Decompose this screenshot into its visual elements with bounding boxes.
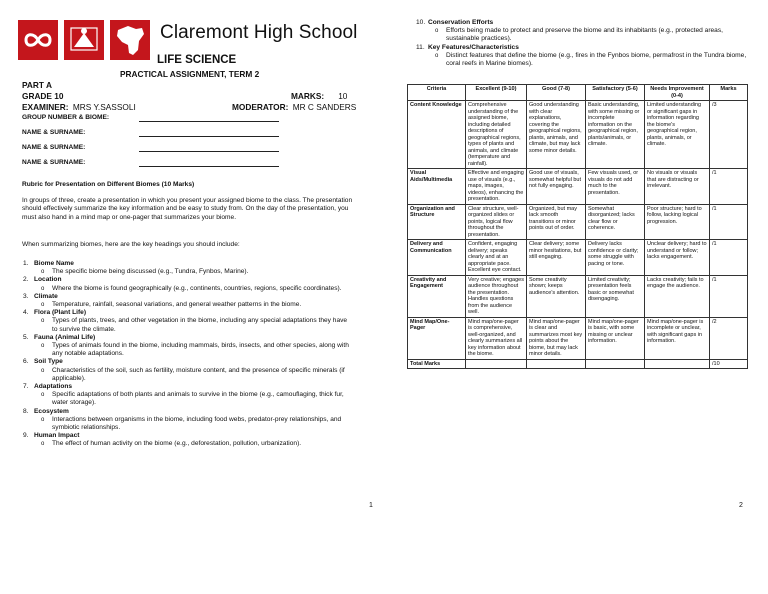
list-item: 5. Fauna (Animal Life)	[23, 333, 96, 341]
table-row	[408, 275, 748, 317]
criteria-cell: Visual Aids/Multimedia	[408, 169, 466, 205]
header-needs-improvement: Needs Improvement (0-4)	[645, 85, 710, 101]
list-item: 1. Biome Name	[23, 260, 74, 267]
header-criteria: Criteria	[408, 85, 466, 101]
headings-list-continued	[416, 19, 748, 68]
excellent-cell: Confident, engaging delivery; speaks clearly and at an appropriate pace. Excellent eye contact.	[466, 240, 527, 276]
good-cell: Mind map/one-pager is clear and summarizes most key points about the biome, but may lack minor details.	[527, 317, 586, 359]
name-surname-field-2[interactable]	[139, 151, 279, 152]
list-item: 9. Human Impact	[23, 432, 80, 440]
moderator	[232, 102, 356, 112]
criteria-cell: Creativity and Engagement	[408, 275, 466, 317]
group-biome-label: GROUP NUMBER & BIOME:	[22, 114, 110, 121]
examiner-label: EXAMINER:	[22, 102, 69, 112]
rubric-title: Rubric for Presentation on Different Biomes (10 Marks)	[22, 181, 195, 188]
list-item-detail: o Characteristics of the soil, such as fertility, moisture content, and the presence of specific minerals (if applicable).	[34, 367, 354, 383]
intro-paragraph: In groups of three, create a presentation in which you present your assigned biome to the class. The presentation should effectively summarize the key information and be easy to study from. On the day of the presentation, you must also hand in a mind map or one-pager that summarizes your biome.	[22, 197, 353, 221]
satisfactory-cell: Mind map/one-pager is basic, with some missing or unclear information.	[586, 317, 645, 359]
header-good: Good (7-8)	[527, 85, 586, 101]
list-item: 3. Climate	[23, 292, 58, 300]
table-header-row	[408, 85, 748, 101]
satisfactory-cell: Basic understanding, with some missing or incomplete information on the geographical region, plants/animals, or climate.	[586, 101, 645, 169]
marks-cell: /1	[710, 275, 748, 317]
empty-cell	[586, 359, 645, 369]
grade-label: GRADE 10	[22, 91, 64, 101]
empty-cell	[645, 359, 710, 369]
needs-improvement-cell: Limited understanding or significant gaps in information regarding the biome's geographical region, plants, animals, or climate.	[645, 101, 710, 169]
total-value: /10	[710, 359, 748, 369]
examiner-value: MRS Y.SASSOLI	[72, 102, 136, 112]
moderator-value: MR C SANDERS	[292, 102, 357, 112]
list-item-detail: o Types of plants, trees, and other vegetation in the biome, including any special adaptations they have to survive the climate.	[34, 317, 354, 333]
list-item-detail: o Temperature, rainfall, seasonal variations, and general weather patterns in the biome.	[34, 301, 354, 309]
marks-total	[291, 91, 347, 101]
examiner	[22, 102, 136, 112]
total-label: Total Marks	[408, 359, 466, 369]
list-item: 10. Conservation Efforts	[416, 19, 494, 26]
excellent-cell: Comprehensive understanding of the assigned biome, including detailed descriptions of geographical regions, types of plants and animals, and climate (temperature and rainfall).	[466, 101, 527, 169]
needs-improvement-cell: Mind map/one-pager is incomplete or unclear, with significant gaps in information.	[645, 317, 710, 359]
marks-cell: /1	[710, 204, 748, 240]
list-item: 2. Location	[23, 276, 62, 284]
marks-label: MARKS:	[291, 91, 325, 101]
table-row	[408, 204, 748, 240]
assignment-title: PRACTICAL ASSIGNMENT, TERM 2	[120, 69, 260, 79]
needs-improvement-cell: No visuals or visuals that are distracting or irrelevant.	[645, 169, 710, 205]
summary-intro: When summarizing biomes, here are the key headings you should include:	[22, 241, 240, 248]
list-item-detail: o Where the biome is found geographically (e.g., continents, countries, regions, specific coordinates).	[34, 285, 354, 293]
marks-cell: /1	[710, 240, 748, 276]
school-logo	[18, 20, 151, 60]
criteria-cell: Delivery and Communication	[408, 240, 466, 276]
table-row	[408, 317, 748, 359]
name-surname-label-1: NAME & SURNAME:	[22, 129, 86, 136]
satisfactory-cell: Few visuals used, or visuals do not add much to the presentation.	[586, 169, 645, 205]
excellent-cell: Clear structure, well-organized slides or points, logical flow throughout the presentation.	[466, 204, 527, 240]
total-row	[408, 359, 748, 369]
good-cell: Good understanding with clear explanations, covering the geographical regions, plants, animals, and climate, but may lack some minor details.	[527, 101, 586, 169]
needs-improvement-cell: Poor structure; hard to follow, lacking logical progression.	[645, 204, 710, 240]
table-row	[408, 101, 748, 169]
good-cell: Organized, but may lack smooth transitions or minor points out of order.	[527, 204, 586, 240]
good-cell: Some creativity shown; keeps audience's attention.	[527, 275, 586, 317]
list-item: 11. Key Features/Characteristics	[416, 43, 519, 51]
list-item-detail: o Types of animals found in the biome, including mammals, birds, insects, and other species, along with any notable adaptations.	[34, 342, 354, 358]
moderator-label: MODERATOR:	[232, 102, 289, 112]
satisfactory-cell: Delivery lacks confidence or clarity; some struggle with pacing or tone.	[586, 240, 645, 276]
empty-cell	[527, 359, 586, 369]
subject-title: LIFE SCIENCE	[157, 54, 237, 66]
satisfactory-cell: Somewhat disorganized; lacks clear flow or coherence.	[586, 204, 645, 240]
list-item-detail: o Efforts being made to protect and preserve the biome and its inhabitants (e.g., protected areas, sustainable practices).	[428, 27, 748, 43]
name-surname-field-1[interactable]	[139, 136, 279, 137]
name-surname-field-3[interactable]	[139, 166, 279, 167]
list-item-detail: o The effect of human activity on the biome (e.g., deforestation, pollution, urbanization).	[34, 440, 354, 448]
list-item-detail: o Distinct features that define the biome (e.g., fires in the Fynbos biome, permafrost in the Tundra biome, coral reefs in Marine biomes).	[428, 52, 748, 68]
header-excellent: Excellent (9-10)	[466, 85, 527, 101]
satisfactory-cell: Limited creativity; presentation feels basic or somewhat disengaging.	[586, 275, 645, 317]
criteria-cell: Content Knowledge	[408, 101, 466, 169]
list-item: 6. Soil Type	[23, 358, 63, 366]
empty-cell	[466, 359, 527, 369]
excellent-cell: Effective and engaging use of visuals (e.g., maps, images, videos), enhancing the presentation.	[466, 169, 527, 205]
table-row	[408, 240, 748, 276]
excellent-cell: Mind map/one-pager is comprehensive, well-organized, and clearly summarizes all key information about the biome.	[466, 317, 527, 359]
table-row	[408, 169, 748, 205]
good-cell: Good use of visuals, somewhat helpful but not fully engaging.	[527, 169, 586, 205]
header-marks: Marks	[710, 85, 748, 101]
excellent-cell: Very creative; engages audience throughout the presentation. Handles questions from the audience well.	[466, 275, 527, 317]
needs-improvement-cell: Lacks creativity; fails to engage the audience.	[645, 275, 710, 317]
rubric-table	[407, 84, 748, 369]
marks-cell: /3	[710, 101, 748, 169]
list-item-detail: o Interactions between organisms in the biome, including food webs, predator-prey relationships, and symbiotic relationships.	[34, 416, 354, 432]
page-number-1: 1	[369, 502, 373, 509]
list-item: 4. Flora (Plant Life)	[23, 309, 87, 317]
criteria-cell: Organization and Structure	[408, 204, 466, 240]
marks-value: 10	[338, 91, 348, 101]
school-name: Claremont High School	[160, 22, 358, 43]
part-label: PART A	[22, 80, 52, 90]
criteria-cell: Mind Map/One-Pager	[408, 317, 466, 359]
group-biome-field[interactable]	[139, 121, 279, 122]
marks-cell: /2	[710, 317, 748, 359]
marks-cell: /1	[710, 169, 748, 205]
name-surname-label-2: NAME & SURNAME:	[22, 144, 86, 151]
needs-improvement-cell: Unclear delivery; hard to understand or follow; lacks engagement.	[645, 240, 710, 276]
list-item-detail: o Specific adaptations of both plants and animals to survive in the biome (e.g., camouflaging, thick fur, water storage).	[34, 391, 354, 407]
headings-list	[23, 260, 354, 449]
list-item-detail: o The specific biome being discussed (e.g., Tundra, Fynbos, Marine).	[34, 268, 354, 276]
list-item: 8. Ecosystem	[23, 407, 69, 415]
header-satisfactory: Satisfactory (5-6)	[586, 85, 645, 101]
page-number-2: 2	[739, 502, 743, 509]
name-surname-label-3: NAME & SURNAME:	[22, 159, 86, 166]
list-item: 7. Adaptations	[23, 383, 73, 391]
good-cell: Clear delivery; some minor hesitations, but still engaging.	[527, 240, 586, 276]
